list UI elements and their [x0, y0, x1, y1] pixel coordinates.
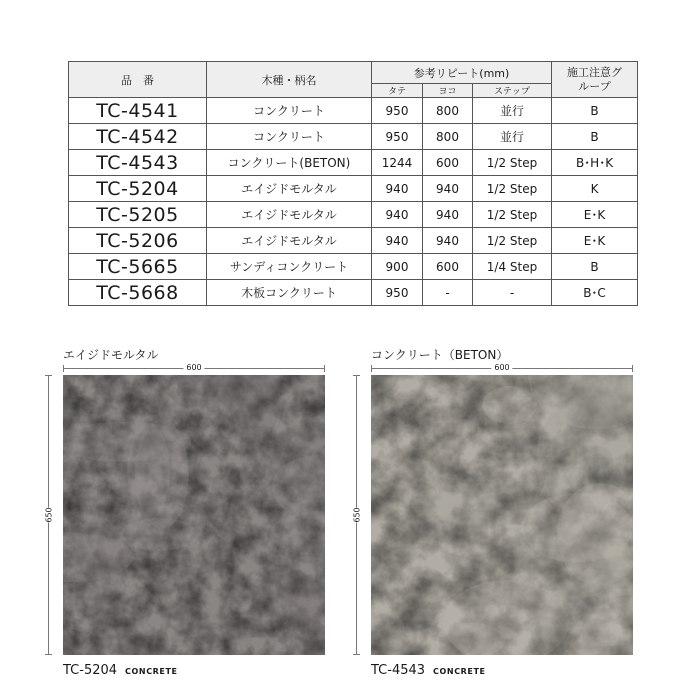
cell-code: TC-5204: [69, 176, 207, 202]
cell-step: 並行: [473, 124, 552, 150]
cell-name: コンクリート(BETON): [207, 150, 372, 176]
swatch-image-beton: [371, 375, 633, 655]
table-row: [69, 228, 638, 254]
cell-tate: 940: [372, 228, 423, 254]
swatch-caption: [63, 659, 178, 678]
height-dimension-label: 650: [42, 507, 57, 522]
cell-group: K: [552, 176, 638, 202]
cell-code: TC-5206: [69, 228, 207, 254]
swatch-code: TC-5204: [63, 663, 118, 678]
cell-code: TC-4541: [69, 98, 207, 124]
cell-step: 1/2 Step: [473, 176, 552, 202]
header-group-label: 施工注意グループ: [567, 65, 623, 93]
width-dimension-label: 600: [183, 363, 204, 372]
swatch-image-aged-mortar: [63, 375, 325, 655]
cell-name: エイジドモルタル: [207, 202, 372, 228]
swatch-caption: [371, 659, 486, 678]
cell-yoko: 800: [423, 98, 473, 124]
texture-blotch: [483, 386, 537, 424]
cell-step: 1/2 Step: [473, 150, 552, 176]
swatch-type: CONCRETE: [433, 667, 486, 676]
cell-name: コンクリート: [207, 124, 372, 150]
header-step: ステップ: [473, 84, 552, 98]
cell-yoko: 800: [423, 124, 473, 150]
cell-step: 1/4 Step: [473, 254, 552, 280]
cell-code: TC-4542: [69, 124, 207, 150]
cell-group: B: [552, 98, 638, 124]
cell-step: 並行: [473, 98, 552, 124]
concrete-texture: [63, 375, 325, 655]
table-row: [69, 98, 638, 124]
table-row: [69, 202, 638, 228]
cell-tate: 900: [372, 254, 423, 280]
cell-code: TC-5668: [69, 280, 207, 306]
table-row: [69, 150, 638, 176]
header-repeat: 参考リピート(mm): [372, 62, 552, 84]
width-dimension-label: 600: [491, 363, 512, 372]
cell-step: -: [473, 280, 552, 306]
cell-group: B･H･K: [552, 150, 638, 176]
cell-yoko: 940: [423, 176, 473, 202]
swatch-code: TC-4543: [371, 663, 426, 678]
cell-group: B･C: [552, 280, 638, 306]
texture-blotch: [412, 483, 543, 525]
cell-tate: 950: [372, 280, 423, 306]
cell-group: E･K: [552, 228, 638, 254]
table-row: [69, 124, 638, 150]
header-code: 品 番: [69, 62, 207, 98]
height-dimension-label: 650: [350, 507, 365, 522]
concrete-texture: [371, 375, 633, 655]
cell-name: サンディコンクリート: [207, 254, 372, 280]
cell-yoko: 600: [423, 150, 473, 176]
cell-group: B: [552, 124, 638, 150]
cell-code: TC-4543: [69, 150, 207, 176]
cell-yoko: 940: [423, 202, 473, 228]
cell-step: 1/2 Step: [473, 202, 552, 228]
cell-tate: 1244: [372, 150, 423, 176]
cell-name: エイジドモルタル: [207, 176, 372, 202]
cell-name: エイジドモルタル: [207, 228, 372, 254]
cell-name: 木板コンクリート: [207, 280, 372, 306]
header-type: 木種・柄名: [207, 62, 372, 98]
cell-yoko: 600: [423, 254, 473, 280]
cell-tate: 940: [372, 202, 423, 228]
cell-yoko: -: [423, 280, 473, 306]
header-yoko: ヨコ: [423, 84, 473, 98]
cell-group: E･K: [552, 202, 638, 228]
cell-tate: 940: [372, 176, 423, 202]
cell-tate: 950: [372, 124, 423, 150]
cell-tate: 950: [372, 98, 423, 124]
header-group: [552, 62, 638, 98]
swatch-title-aged-mortar: エイジドモルタル: [63, 348, 159, 362]
cell-yoko: 940: [423, 228, 473, 254]
table-row: [69, 254, 638, 280]
swatch-type: CONCRETE: [125, 667, 178, 676]
table-row: [69, 176, 638, 202]
cell-group: B: [552, 254, 638, 280]
cell-code: TC-5205: [69, 202, 207, 228]
cell-name: コンクリート: [207, 98, 372, 124]
swatch-title-beton: コンクリート（BETON）: [371, 348, 509, 362]
cell-step: 1/2 Step: [473, 228, 552, 254]
header-tate: タテ: [372, 84, 423, 98]
texture-blotch: [251, 570, 317, 609]
cell-code: TC-5665: [69, 254, 207, 280]
spec-table: [68, 61, 638, 306]
texture-blotch: [135, 419, 189, 529]
texture-blotch: [75, 517, 124, 617]
table-row: [69, 280, 638, 306]
